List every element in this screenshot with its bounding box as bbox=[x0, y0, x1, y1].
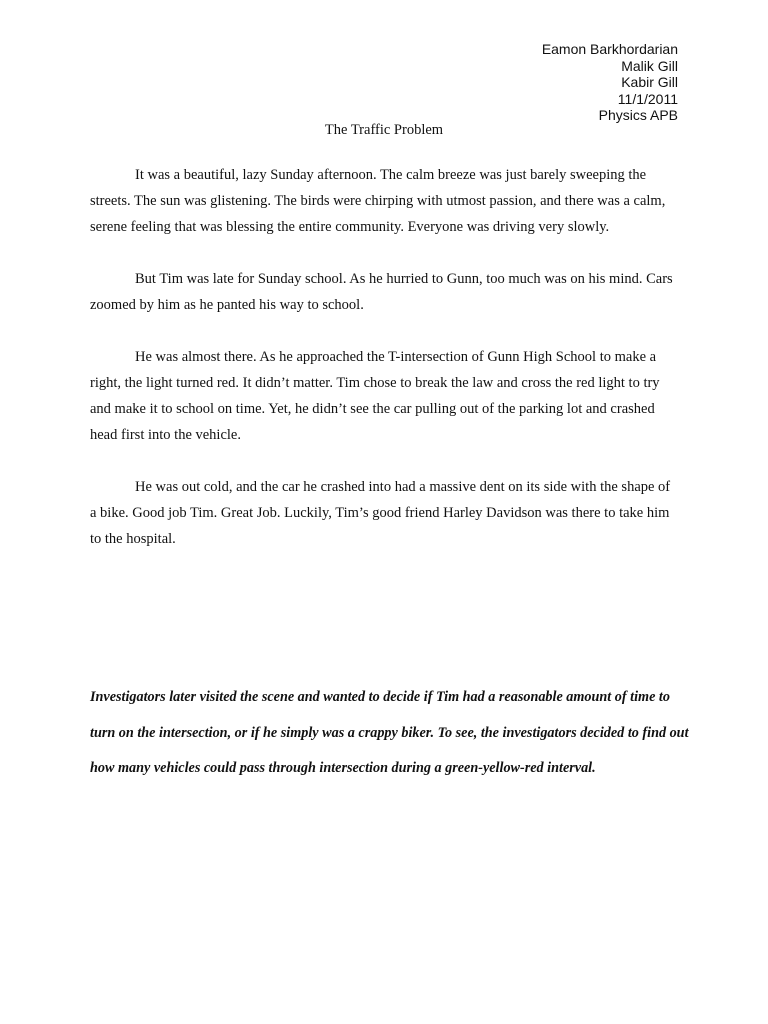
paragraph-4: He was out cold, and the car he crashed into had a massive dent on its side with the shape of a bike. Good job Tim. Great Job. Luckily, Tim’s good friend Harley Davidson was there to take him to the hospital. bbox=[90, 479, 671, 547]
investigation-paragraph: Investigators later visited the scene and wanted to decide if Tim had a reasonable amount of time to turn on the intersection, or if he simply was a crappy biker. To see, the investigators decided to find out how many vehicles could pass through intersection during a green-yellow-red interval. bbox=[90, 689, 689, 776]
author-header bbox=[542, 41, 678, 124]
date: 11/1/2011 bbox=[617, 90, 678, 107]
paragraph-2: But Tim was late for Sunday school. As he hurried to Gunn, too much was on his mind. Cars zoomed by him as he panted his way to school. bbox=[90, 271, 673, 313]
author-name-1: Eamon Barkhordarian bbox=[541, 41, 678, 57]
author-name-3: Kabir Gill bbox=[621, 74, 678, 90]
course: Physics APB bbox=[598, 107, 678, 123]
author-name-2: Malik Gill bbox=[621, 57, 678, 74]
paragraph-1: It was a beautiful, lazy Sunday afternoon. The calm breeze was just barely sweeping the streets. The sun was glistening. The birds were chirping with utmost passion, and there was a calm, serene feeling that was blessing the entire community. Everyone was driving very slowly. bbox=[90, 167, 666, 235]
paragraph-3: He was almost there. As he approached the T-intersection of Gunn High School to make a right, the light turned red. It didn’t matter. Tim chose to break the law and cross the red light to try and make it to school on time. Yet, he didn’t see the car pulling out of the parking lot and crashed head first into the vehicle. bbox=[90, 349, 660, 443]
document-title: The Traffic Problem bbox=[324, 122, 444, 138]
